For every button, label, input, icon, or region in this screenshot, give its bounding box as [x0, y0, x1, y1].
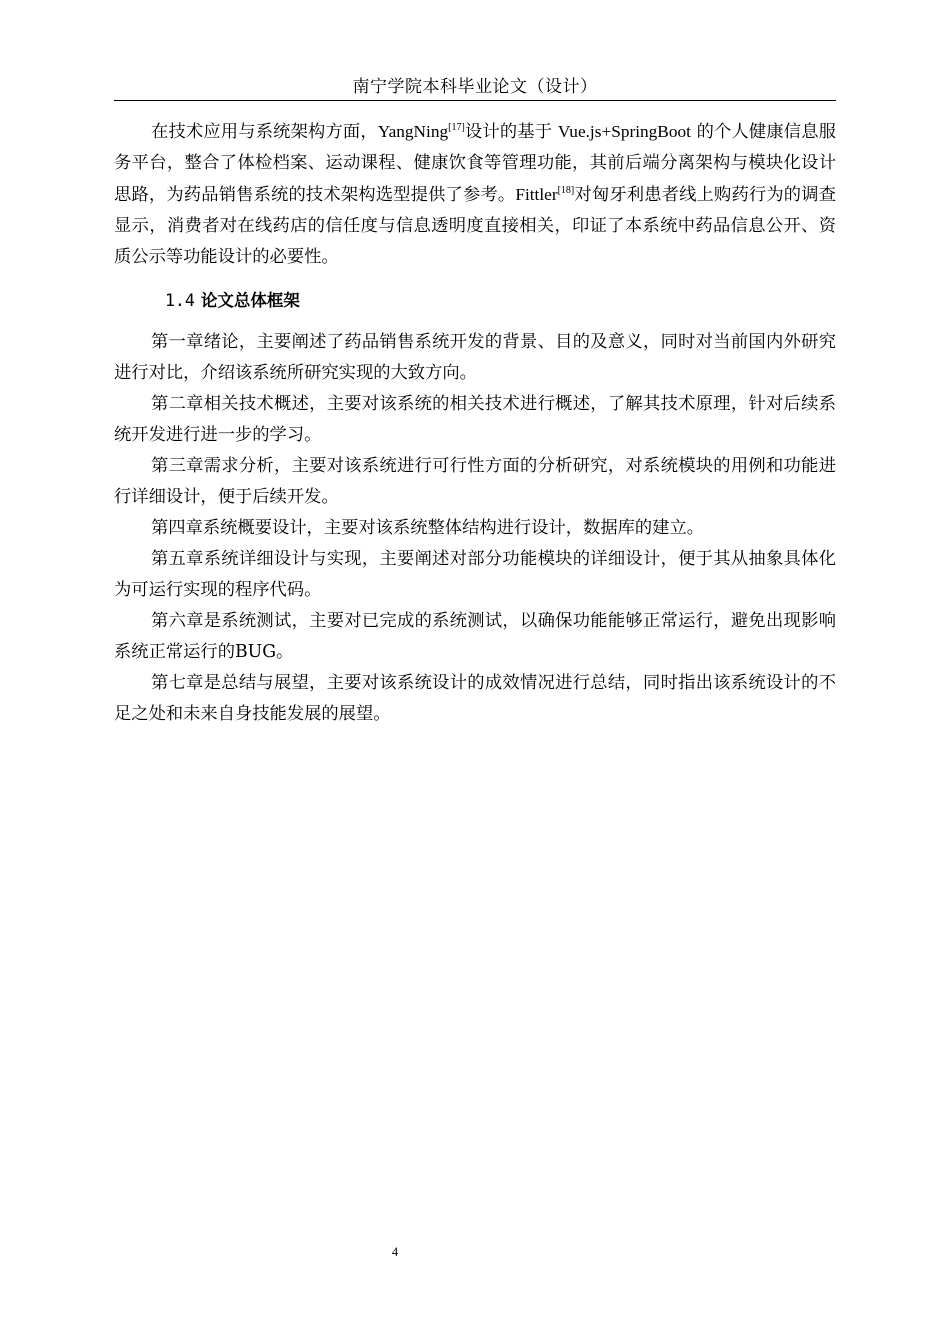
author-name-fittler: Fittler [515, 185, 558, 204]
page-number: 4 [391, 1245, 399, 1259]
intro-text-part1: 在技术应用与系统架构方面， [151, 122, 378, 142]
section-title: 论文总体框架 [200, 291, 300, 310]
intro-text-part3: 的个人健康信息服务平台，整合了体检档案、运动课程、健康饮食等管理功能，其前后端分离架构与模块化设计思路，为药品销售系统的技术架构选型提供了参考。 [114, 122, 836, 205]
chapter-paragraph-3: 第三章需求分析，主要对该系统进行可行性方面的分析研究，对系统模块的用例和功能进行详细设计，便于后续开发。 [114, 456, 836, 507]
section-heading [114, 284, 836, 317]
intro-text-part4: 对匈牙利患者线上购药行为的调查显示，消费者对在线药店的信任度与信息透明度直接相关，印证了本系统中药品信息公开、资质公示等功能设计的必要性。 [114, 185, 836, 267]
chapter-paragraph-4: 第四章系统概要设计，主要对该系统整体结构进行设计，数据库的建立。 [151, 518, 705, 538]
page-header-title: 南宁学院本科毕业论文（设计） [352, 77, 598, 97]
chapter-paragraph-6: 第六章是系统测试，主要对已完成的系统测试，以确保功能能够正常运行，避免出现影响系统正常运行的BUG。 [114, 611, 836, 662]
citation-ref-17: [17] [448, 122, 465, 133]
chapter-paragraph-1: 第一章绪论，主要阐述了药品销售系统开发的背景、目的及意义，同时对当前国内外研究进行对比，介绍该系统所研究实现的大致方向。 [114, 332, 836, 383]
citation-ref-18: [18] [557, 185, 575, 196]
header-divider [114, 100, 836, 101]
author-name-yangning: YangNing [377, 122, 449, 141]
chapter-paragraph-7: 第七章是总结与展望，主要对该系统设计的成效情况进行总结，同时指出该系统设计的不足之处和未来自身技能发展的展望。 [114, 673, 836, 724]
page-body [114, 116, 836, 730]
chapter-paragraph-2: 第二章相关技术概述，主要对该系统的相关技术进行概述，了解其技术原理，针对后续系统开发进行进一步的学习。 [114, 394, 836, 445]
tech-stack-name: Vue.js+SpringBoot [557, 122, 691, 141]
chapter-paragraph-5: 第五章系统详细设计与实现，主要阐述对部分功能模块的详细设计，便于其从抽象具体化为可运行实现的程序代码。 [114, 549, 836, 600]
intro-text-part2: 设计的基于 [464, 122, 558, 142]
intro-paragraph [114, 116, 836, 273]
section-number: 1.4 [165, 291, 195, 310]
